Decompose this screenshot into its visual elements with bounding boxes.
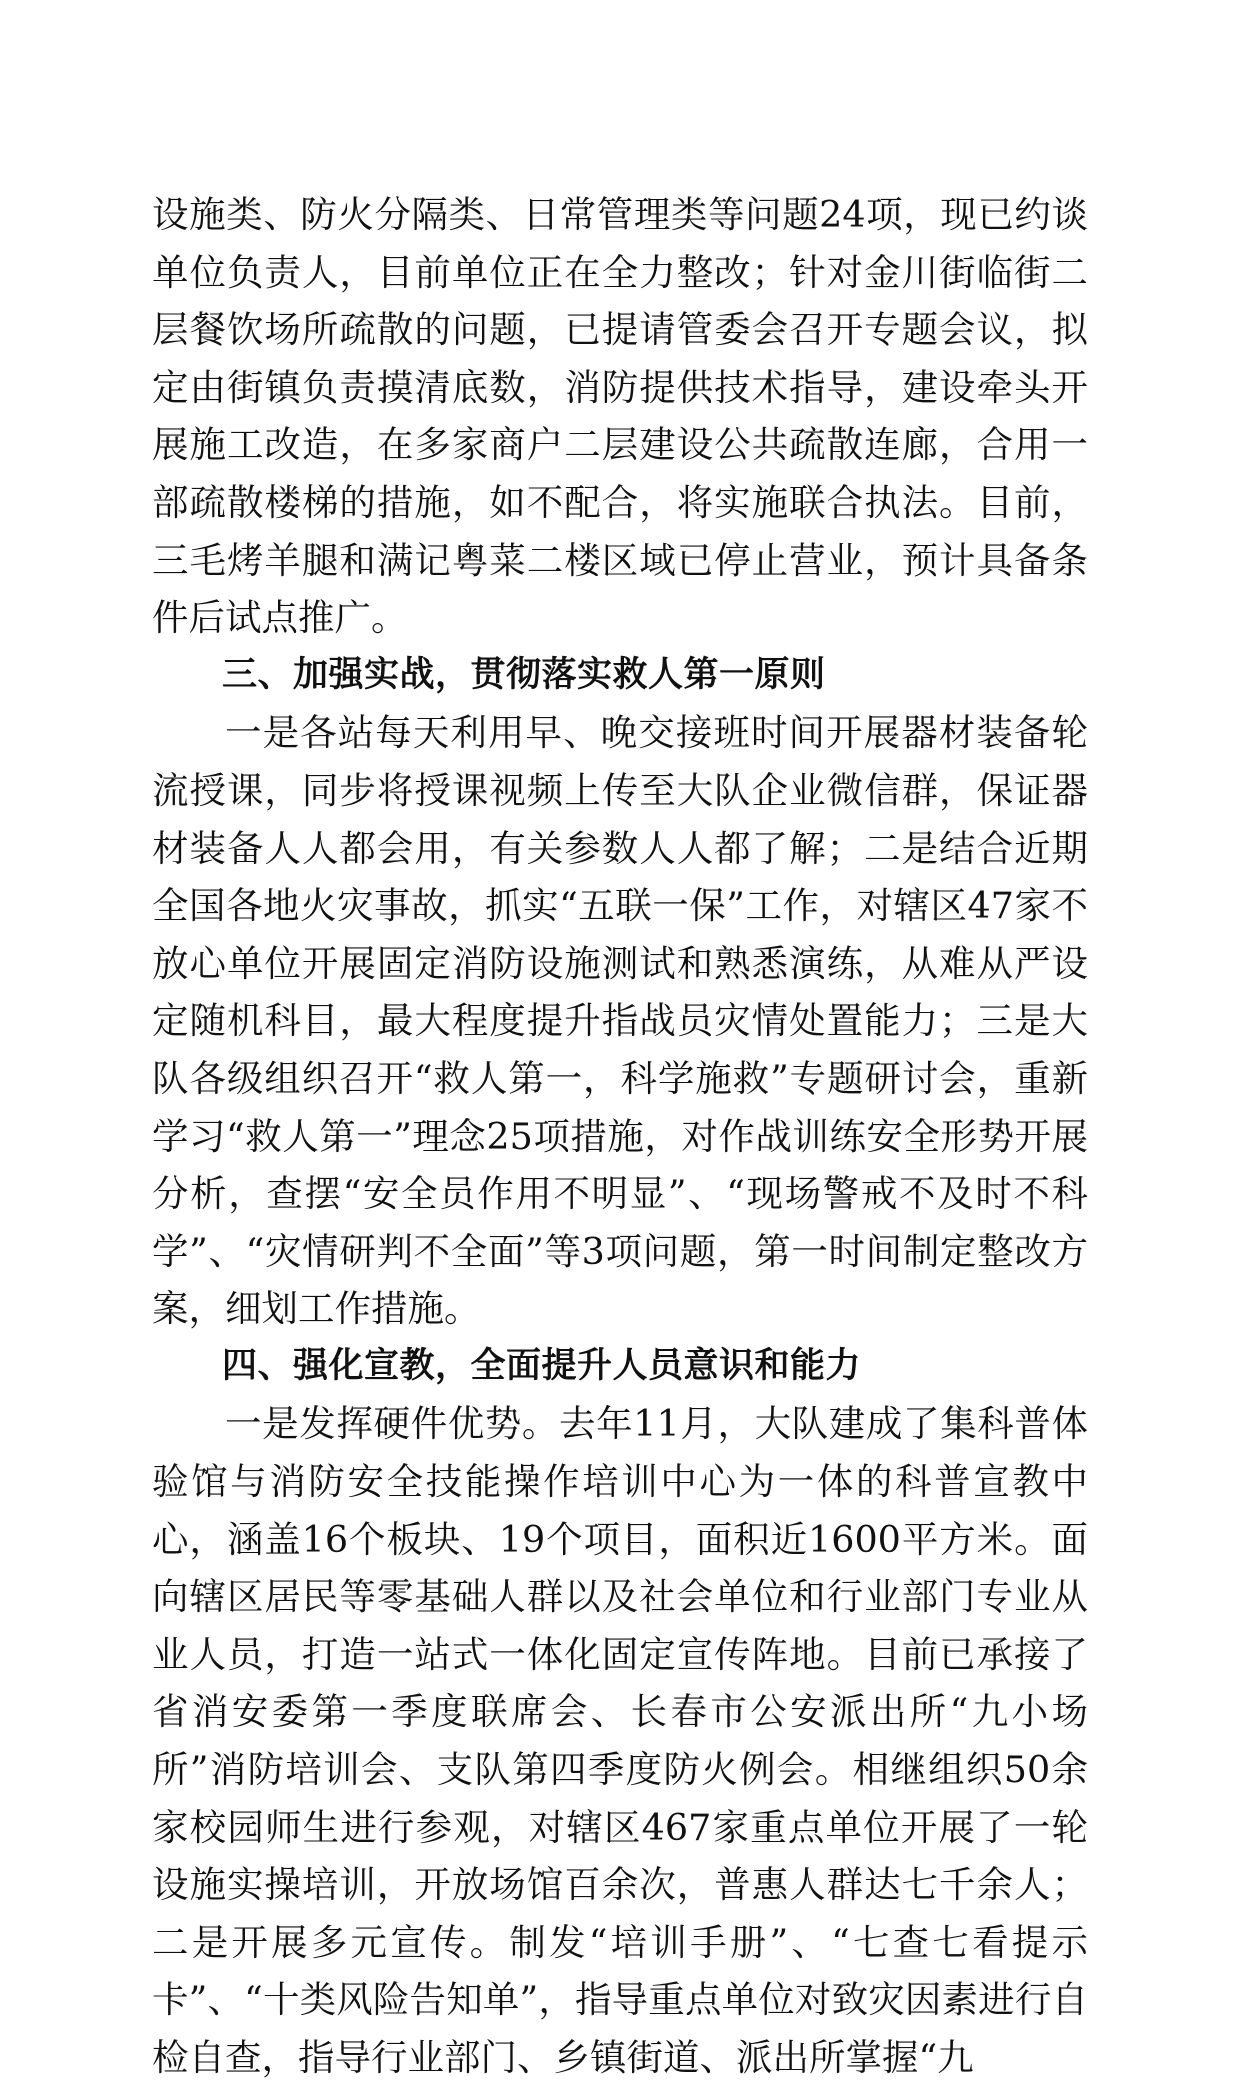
paragraph-section-4-body: 一是发挥硬件优势。去年11月，大队建成了集科普体验馆与消防安全技能操作培训中心为一体的科普宣教中心，涵盖16个板块、19个项目，面积近1600平方米。面向辖区居民等零基础人群以及社会单位和行业部门专业从业人员，打造一站式一体化固定宣传阵地。目前已承接了省消安委第一季度联席会、长春市公安派出所“九小场所”消防培训会、支队第四季度防火例会。相继组织50余家校园师生进行参观，对辖区467家重点单位开展了一轮设施实操培训，开放场馆百余次，普惠人群达七千余人；二是开展多元宣传。制发“培训手册”、“七查七看提示卡”、“十类风险告知单”，指导重点单位对致灾因素进行自检自查，指导行业部门、乡镇街道、派出所掌握“九 <box>152 1402 1088 2079</box>
paragraph-continuation: 设施类、防火分隔类、日常管理类等问题24项，现已约谈单位负责人，目前单位正在全力整改；针对金川街临街二层餐饮场所疏散的问题，已提请管委会召开专题会议，拟定由街镇负责摸清底数，消防提供技术指导，建设牵头开展施工改造，在多家商户二层建设公共疏散连廊，合用一部疏散楼梯的措施，如不配合，将实施联合执法。目前，三毛烤羊腿和满记粤菜二楼区域已停止营业，预计具备条件后试点推广。 <box>152 193 1088 640</box>
document-body <box>152 186 1088 2087</box>
section-heading-3: 三、加强实战，贯彻落实救人第一原则 <box>222 654 826 695</box>
paragraph-section-3-body: 一是各站每天利用早、晚交接班时间开展器材装备轮流授课，同步将授课视频上传至大队企业微信群，保证器材装备人人都会用，有关参数人人都了解；二是结合近期全国各地火灾事故，抓实“五联一保”工作，对辖区47家不放心单位开展固定消防设施测试和熟悉演练，从难从严设定随机科目，最大程度提升指战员灾情处置能力；三是大队各级组织召开“救人第一，科学施救”专题研讨会，重新学习“救人第一”理念25项措施，对作战训练安全形势开展分析，查摆“安全员作用不明显”、“现场警戒不及时不科学”、“灾情研判不全面”等3项问题，第一时间制定整改方案，细划工作措施。 <box>152 711 1088 1331</box>
section-heading-4: 四、强化宣教，全面提升人员意识和能力 <box>222 1345 862 1386</box>
